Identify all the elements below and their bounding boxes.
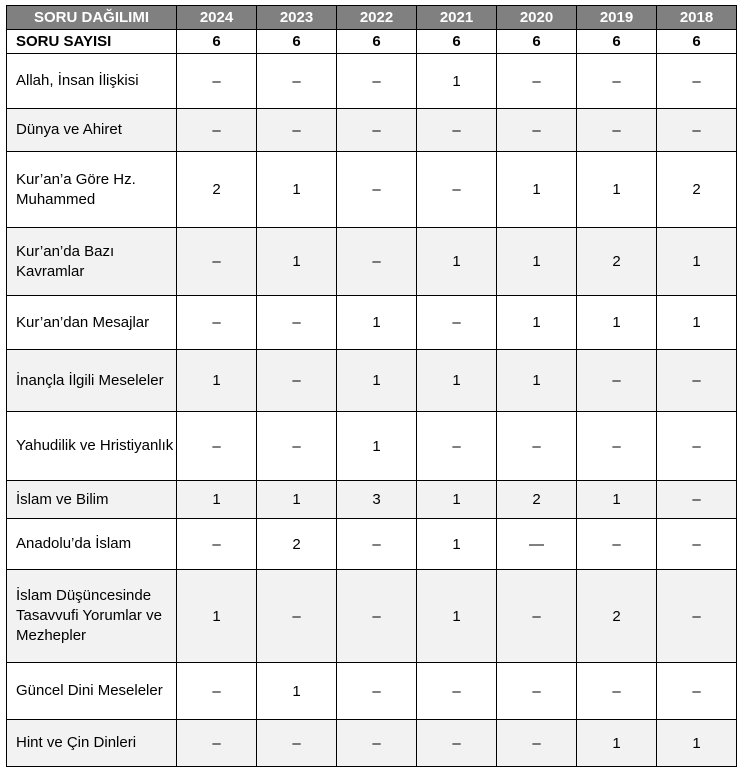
count-cell: 1	[177, 570, 257, 663]
summary-value: 6	[417, 30, 497, 54]
count-cell: 1	[577, 152, 657, 228]
topic-cell: İnançla İlgili Meseleler	[7, 350, 177, 412]
table-row	[7, 109, 737, 152]
year-header: 2023	[257, 6, 337, 30]
table-row	[7, 519, 737, 570]
count-cell: –	[177, 109, 257, 152]
count-cell: 2	[177, 152, 257, 228]
count-cell: –	[497, 570, 577, 663]
count-cell: –	[417, 152, 497, 228]
count-cell: –	[577, 54, 657, 109]
header-row	[7, 6, 737, 30]
count-cell: –	[657, 519, 737, 570]
count-cell: 2	[497, 481, 577, 519]
count-cell: 2	[257, 519, 337, 570]
table-row	[7, 720, 737, 767]
count-cell: 1	[257, 481, 337, 519]
summary-label: SORU SAYISI	[7, 30, 177, 54]
count-cell: 2	[577, 570, 657, 663]
count-cell: –	[337, 570, 417, 663]
year-header: 2022	[337, 6, 417, 30]
count-cell: –	[657, 570, 737, 663]
count-cell: –	[177, 412, 257, 481]
count-cell: –	[657, 663, 737, 720]
count-cell: 3	[337, 481, 417, 519]
topic-cell: İslam Düşüncesinde Tasavvufi Yorumlar ve Mezhepler	[7, 570, 177, 663]
table-title: SORU DAĞILIMI	[7, 6, 177, 30]
count-cell: 1	[417, 519, 497, 570]
count-cell: 1	[417, 228, 497, 296]
count-cell: 1	[497, 228, 577, 296]
count-cell: 1	[337, 412, 417, 481]
count-cell: –	[257, 109, 337, 152]
year-header: 2024	[177, 6, 257, 30]
year-header: 2020	[497, 6, 577, 30]
topic-cell: Kur’an’da Bazı Kavramlar	[7, 228, 177, 296]
count-cell: –	[337, 152, 417, 228]
count-cell: 1	[417, 481, 497, 519]
count-cell: 2	[577, 228, 657, 296]
count-cell: –	[577, 350, 657, 412]
count-cell: –	[657, 412, 737, 481]
count-cell: –	[577, 519, 657, 570]
count-cell: –	[577, 663, 657, 720]
count-cell: –	[657, 350, 737, 412]
count-cell: –	[177, 519, 257, 570]
count-cell: –	[337, 663, 417, 720]
table-row	[7, 54, 737, 109]
count-cell: 1	[657, 296, 737, 350]
table-row	[7, 152, 737, 228]
count-cell: 1	[177, 481, 257, 519]
count-cell: –	[657, 109, 737, 152]
count-cell: 1	[577, 481, 657, 519]
table-row	[7, 663, 737, 720]
count-cell: –	[257, 296, 337, 350]
count-cell: –	[257, 570, 337, 663]
count-cell: –	[177, 663, 257, 720]
topic-cell: Hint ve Çin Dinleri	[7, 720, 177, 767]
year-header: 2021	[417, 6, 497, 30]
count-cell: 1	[257, 663, 337, 720]
count-cell: –	[257, 54, 337, 109]
count-cell: –	[257, 350, 337, 412]
count-cell: 1	[577, 720, 657, 767]
count-cell: 1	[497, 350, 577, 412]
count-cell: –	[417, 720, 497, 767]
count-cell: –	[417, 296, 497, 350]
topic-cell: Dünya ve Ahiret	[7, 109, 177, 152]
count-cell: –	[337, 228, 417, 296]
topic-cell: Güncel Dini Meseleler	[7, 663, 177, 720]
count-cell: –	[177, 228, 257, 296]
table-row	[7, 350, 737, 412]
count-cell: –	[337, 109, 417, 152]
table-row	[7, 228, 737, 296]
summary-value: 6	[177, 30, 257, 54]
count-cell: –	[337, 720, 417, 767]
count-cell: 1	[417, 54, 497, 109]
count-cell: –	[257, 720, 337, 767]
year-header: 2019	[577, 6, 657, 30]
count-cell: –	[337, 54, 417, 109]
count-cell: –	[417, 109, 497, 152]
count-cell: –	[497, 109, 577, 152]
count-cell: 1	[657, 720, 737, 767]
count-cell: 1	[177, 350, 257, 412]
summary-row	[7, 30, 737, 54]
summary-value: 6	[657, 30, 737, 54]
year-header: 2018	[657, 6, 737, 30]
summary-value: 6	[497, 30, 577, 54]
count-cell: –	[497, 412, 577, 481]
count-cell: –	[177, 296, 257, 350]
count-cell: 1	[337, 350, 417, 412]
summary-value: 6	[337, 30, 417, 54]
topic-cell: Anadolu’da İslam	[7, 519, 177, 570]
table-row	[7, 296, 737, 350]
topic-cell: Yahudilik ve Hristiyanlık	[7, 412, 177, 481]
count-cell: 1	[497, 296, 577, 350]
count-cell: –	[497, 54, 577, 109]
count-cell: 1	[257, 152, 337, 228]
count-cell: 2	[657, 152, 737, 228]
topic-cell: Kur’an’dan Mesajlar	[7, 296, 177, 350]
count-cell: 1	[497, 152, 577, 228]
count-cell: –	[337, 519, 417, 570]
count-cell: 1	[417, 570, 497, 663]
table-row	[7, 412, 737, 481]
count-cell: –	[577, 412, 657, 481]
count-cell: –	[417, 412, 497, 481]
summary-value: 6	[257, 30, 337, 54]
table-row	[7, 481, 737, 519]
topic-cell: İslam ve Bilim	[7, 481, 177, 519]
count-cell: —	[497, 519, 577, 570]
count-cell: –	[497, 720, 577, 767]
question-distribution-table	[6, 5, 737, 767]
table-row	[7, 570, 737, 663]
count-cell: –	[177, 54, 257, 109]
count-cell: –	[417, 663, 497, 720]
topic-cell: Kur’an’a Göre Hz. Muhammed	[7, 152, 177, 228]
count-cell: –	[177, 720, 257, 767]
count-cell: –	[657, 54, 737, 109]
count-cell: 1	[337, 296, 417, 350]
count-cell: –	[577, 109, 657, 152]
summary-value: 6	[577, 30, 657, 54]
count-cell: –	[497, 663, 577, 720]
topic-cell: Allah, İnsan İlişkisi	[7, 54, 177, 109]
count-cell: 1	[657, 228, 737, 296]
count-cell: 1	[257, 228, 337, 296]
count-cell: 1	[577, 296, 657, 350]
count-cell: 1	[417, 350, 497, 412]
count-cell: –	[257, 412, 337, 481]
count-cell: –	[657, 481, 737, 519]
